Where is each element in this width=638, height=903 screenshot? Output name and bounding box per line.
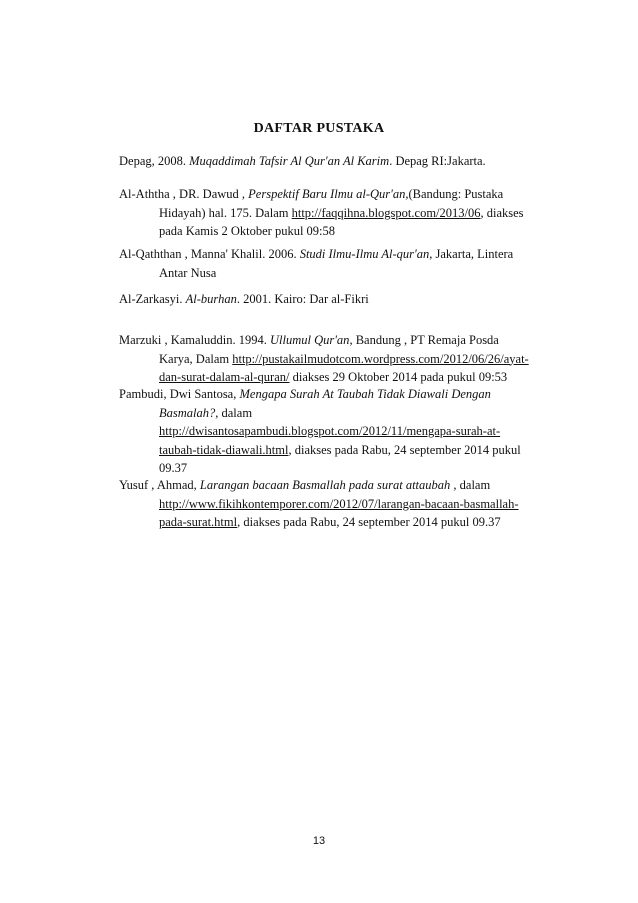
reference-line [119, 331, 549, 350]
reference-text: , Jakarta, Lintera [429, 247, 514, 261]
reference-line [119, 245, 549, 264]
reference-line: pada Kamis 2 Oktober pukul 09:58 [159, 224, 336, 238]
reference-al-qaththan [119, 245, 549, 282]
reference-link[interactable]: dan-surat-dalam-al-quran/ [159, 370, 290, 384]
reference-text: Depag, 2008. [119, 154, 190, 168]
reference-yusuf [119, 476, 549, 532]
reference-line [119, 476, 549, 495]
reference-line [119, 385, 549, 404]
reference-text: , diakses pada Rabu, 24 september 2014 pukul [288, 442, 521, 457]
reference-title: Muqaddimah Tafsir Al Qur'an Al Karim [189, 154, 390, 168]
reference-al-zarkasyi [119, 290, 549, 309]
reference-title: Perspektif Baru Ilmu al-Qur'an [248, 187, 406, 201]
reference-text: Pambudi, Dwi Santosa, [119, 387, 240, 401]
reference-title: Al-burhan [185, 292, 237, 306]
reference-text: Al-Qaththan , Manna' Khalil. 2006. [119, 247, 300, 261]
reference-text: Al-Zarkasyi. [119, 292, 186, 306]
reference-line [119, 513, 549, 532]
reference-text: , diakses pada Rabu, 24 september 2014 pukul 09.37 [237, 515, 501, 529]
reference-line: 09.37 [159, 461, 188, 475]
reference-line [119, 152, 549, 171]
reference-text: , dalam [450, 478, 491, 492]
reference-marzuki [119, 331, 549, 387]
reference-text: Yusuf , Ahmad, [119, 478, 200, 492]
reference-link[interactable]: taubah-tidak-diawali.html [159, 442, 289, 457]
reference-link[interactable]: pada-surat.html [159, 515, 238, 529]
reference-text: , diakses [480, 205, 524, 220]
reference-link[interactable]: http://dwisantosapambudi.blogspot.com/2012/11/mengapa-surah-at- [159, 424, 501, 438]
reference-title: Mengapa Surah At Taubah Tidak Diawali Dengan [239, 387, 491, 401]
reference-text: Al-Aththa , DR. Dawud , [119, 187, 249, 201]
reference-text: . Depag RI:Jakarta. [389, 154, 486, 168]
reference-pambudi [119, 385, 549, 478]
reference-text: diakses 29 Oktober 2014 pada pukul 09:53 [289, 370, 508, 384]
reference-line [119, 290, 549, 309]
reference-text: , Bandung , PT Remaja Posda [349, 333, 499, 347]
reference-text: Marzuki , Kamaluddin. 1994. [119, 333, 271, 347]
reference-line: Antar Nusa [159, 265, 217, 280]
reference-line [119, 368, 549, 387]
reference-text: ,(Bandung: Pustaka [405, 187, 504, 201]
reference-line [119, 185, 549, 204]
reference-line [119, 441, 549, 460]
reference-link[interactable]: http://faqqihna.blogspot.com/2013/06 [291, 205, 481, 220]
page-title: DAFTAR PUSTAKA [253, 121, 385, 136]
reference-line [119, 404, 549, 423]
reference-title: Larangan bacaan Basmallah pada surat attaubah [199, 478, 451, 492]
reference-line [119, 204, 549, 223]
reference-title: Studi Ilmu-Ilmu Al-qur'an [299, 247, 430, 261]
reference-title: Basmalah?, [159, 405, 219, 420]
reference-line [119, 350, 549, 369]
reference-al-aththa [119, 185, 549, 241]
reference-link[interactable]: http://www.fikihkontemporer.com/2012/07/larangan-bacaan-basmallah- [159, 496, 519, 511]
page-number: 13 [312, 835, 326, 847]
reference-text: dalam [218, 405, 253, 420]
reference-depag [119, 152, 549, 171]
reference-line [119, 495, 549, 514]
reference-title: Ullumul Qur'an [270, 333, 350, 347]
reference-text: . 2001. Kairo: Dar al-Fikri [236, 292, 369, 306]
reference-line [119, 422, 549, 441]
reference-text: Karya, Dalam [159, 351, 233, 366]
reference-text: Hidayah) hal. 175. Dalam [159, 205, 292, 220]
reference-link[interactable]: http://pustakailmudotcom.wordpress.com/2012/06/26/ayat- [232, 351, 529, 366]
